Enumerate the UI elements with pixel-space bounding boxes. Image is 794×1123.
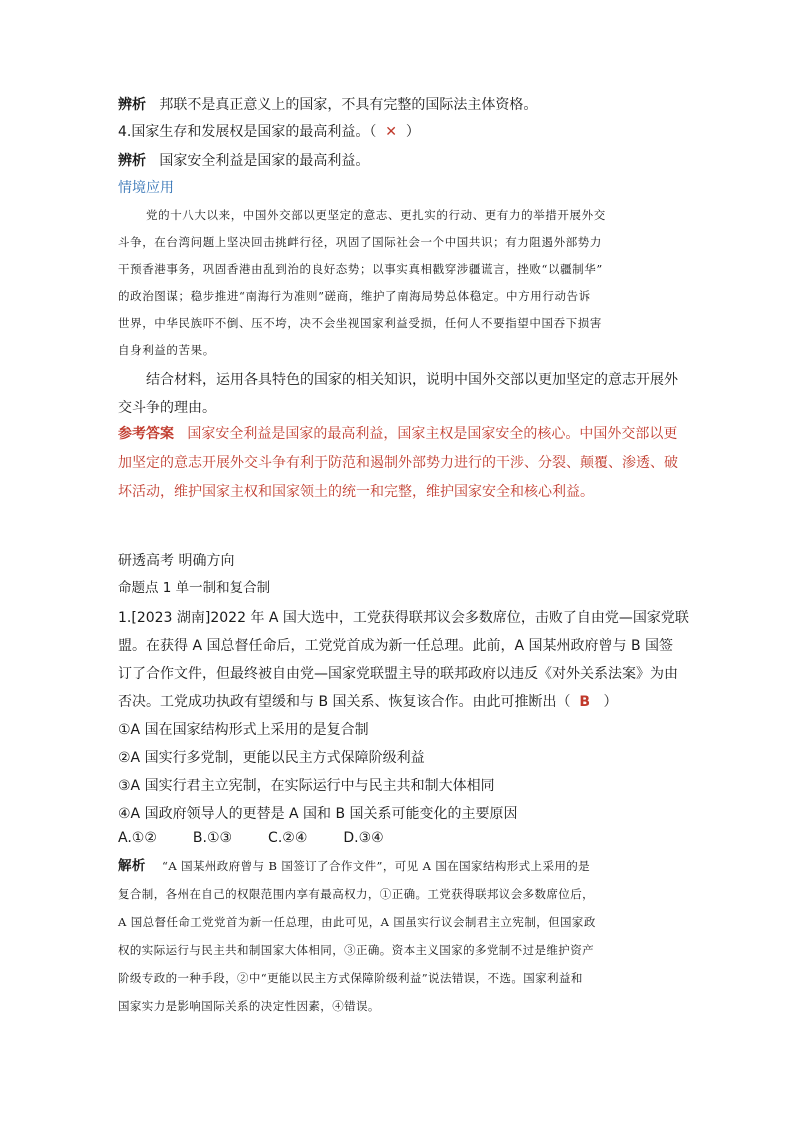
explanation xyxy=(118,852,678,1020)
reference-answer xyxy=(118,420,678,507)
statement-item: ②A 国实行多党制，更能以民主方式保障阶级利益 xyxy=(118,750,425,766)
cross-mark-icon: ✕ xyxy=(385,124,397,140)
q1-line: 否决。工党成功执政有望缓和与 B 国关系、恢复该合作。由此可推断出（ xyxy=(118,694,571,710)
context-line: 的政治图谋；稳步推进“南海行为准则”磋商，维护了南海局势总体稳定。中方用行动告诉 xyxy=(118,289,591,303)
statement-item: ③A 国实行君主立宪制，在实际运行中与民主共和制大体相同 xyxy=(118,778,495,794)
context-heading: 情境应用 xyxy=(118,180,174,196)
statement-item: ①A 国在国家结构形式上采用的是复合制 xyxy=(118,722,369,738)
topic-label: 命题点 1 单一制和复合制 xyxy=(118,580,271,596)
context-question xyxy=(118,366,678,422)
jiexi-line: 国家实力是影响国际关系的决定性因素，④错误。 xyxy=(118,999,380,1013)
statement-item: ④A 国政府领导人的更替是 A 国和 B 国关系可能变化的主要原因 xyxy=(118,806,518,822)
bianxi-text: 邦联不是真正意义上的国家，不具有完整的国际法主体资格。 xyxy=(159,97,538,113)
bianxi-label: 辨析 xyxy=(118,97,146,113)
q1-line: 订了合作文件，但最终被自由党—国家党联盟主导的联邦政府以违反《对外关系法案》为由 xyxy=(118,666,678,682)
jiexi-line: 复合制，各州在自己的权限范围内享有最高权力，①正确。工党获得联邦议会多数席位后， xyxy=(118,887,594,901)
jiexi-line: 权的实际运行与民主共和制国家大体相同，③正确。资本主义国家的多党制不过是维护资产 xyxy=(118,943,594,957)
q1-line: 盟。在获得 A 国总督任命后，工党党首成为新一任总理。此前，A 国某州政府曾与 B 国签 xyxy=(118,638,674,654)
question-line: 结合材料，运用各具特色的国家的相关知识，说明中国外交部以更加坚定的意志开展外 xyxy=(146,372,678,388)
bianxi-2 xyxy=(118,148,678,175)
bianxi-label: 辨析 xyxy=(118,153,146,169)
bianxi-text: 国家安全利益是国家的最高利益。 xyxy=(159,153,370,169)
q1-line: 1.[2023 湖南]2022 年 A 国大选中，工党获得联邦议会多数席位，击败了自由党—国家党联 xyxy=(118,610,689,626)
option-a: A.①② xyxy=(118,830,157,846)
statements xyxy=(118,716,678,828)
item-4-text: 4.国家生存和发展权是国家的最高利益。（ xyxy=(118,124,377,140)
jiexi-line: “A 国某州政府曾与 B 国签订了合作文件”，可见 A 国在国家结构形式上采用的是 xyxy=(162,859,591,873)
jiexi-line: A 国总督任命工党党首为新一任总理，由此可见，A 国虽实行议会制君主立宪制，但国家政 xyxy=(118,915,596,929)
q1-close: ） xyxy=(603,694,618,710)
context-line: 斗争，在台湾问题上坚决回击挑衅行径，巩固了国际社会一个中国共识；有力阻遏外部势力 xyxy=(118,235,602,249)
item-4-close: ） xyxy=(405,124,420,140)
context-line: 世界，中华民族吓不倒、压不垮，决不会坐视国家利益受损，任何人不要指望中国吞下损害 xyxy=(118,316,602,330)
question-1 xyxy=(118,604,689,716)
jiexi-label: 解析 xyxy=(118,858,146,873)
context-line: 干预香港事务，巩固香港由乱到治的良好态势；以事实真相戳穿涉疆谎言，挫败“以疆制华” xyxy=(118,262,603,276)
section-title: 研透高考 明确方向 xyxy=(118,553,235,569)
item-4 xyxy=(118,119,678,146)
q1-answer: B xyxy=(579,694,591,710)
answer-line: 坏活动，维护国家主权和国家领土的统一和完整，维护国家安全和核心利益。 xyxy=(118,484,594,500)
question-line: 交斗争的理由。 xyxy=(118,400,216,416)
context-line: 党的十八大以来，中国外交部以更坚定的意志、更扎实的行动、更有力的举措开展外交 xyxy=(146,208,606,222)
answer-line: 加坚定的意志开展外交斗争有利于防范和遏制外部势力进行的干涉、分裂、颠覆、渗透、破 xyxy=(118,455,678,471)
answer-label: 参考答案 xyxy=(118,426,174,442)
answer-line: 国家安全利益是国家的最高利益，国家主权是国家安全的核心。中国外交部以更 xyxy=(187,426,678,442)
context-line: 自身利益的苦果。 xyxy=(118,343,215,357)
context-paragraph xyxy=(118,202,678,364)
options-row xyxy=(118,824,678,852)
option-c: C.②④ xyxy=(268,830,308,846)
option-d: D.③④ xyxy=(343,830,384,846)
jiexi-line: 阶级专政的一种手段，②中“更能以民主方式保障阶级利益”说法错误，不选。国家利益和 xyxy=(118,971,583,985)
bianxi-1 xyxy=(118,92,678,119)
option-b: B.①③ xyxy=(192,830,233,846)
